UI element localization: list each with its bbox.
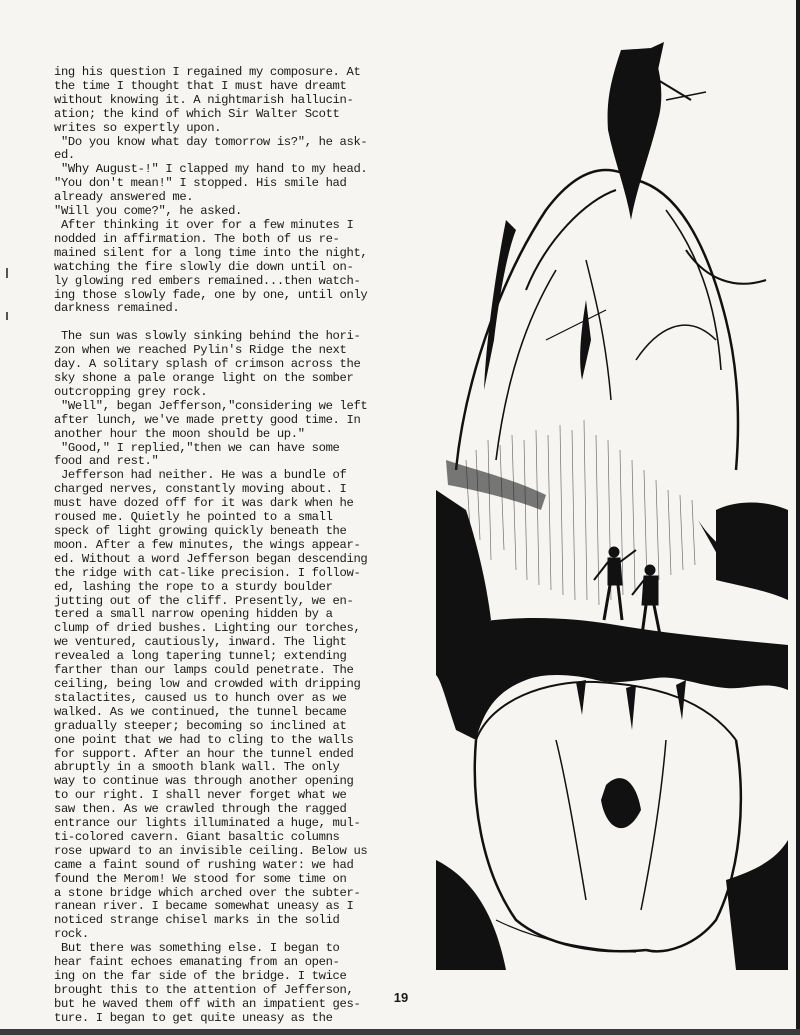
text-line: abruptly in a smooth blank wall. The only: [54, 760, 340, 775]
text-line: for support. After an hour the tunnel ended: [54, 746, 354, 761]
text-line: moon. After a few minutes, the wings appear-: [54, 537, 361, 552]
text-line: mained silent for a long time into the night,: [54, 245, 368, 260]
text-line: outcropping grey rock.: [54, 384, 208, 399]
text-line: noticed strange chisel marks in the solid: [54, 913, 340, 928]
page-edge-bottom: [0, 1029, 800, 1035]
text-line: "Well", began Jefferson,"considering we left: [54, 398, 368, 413]
text-line: one point that we had to cling to the walls: [54, 732, 354, 747]
text-line: walked. As we continued, the tunnel became: [54, 704, 347, 719]
text-line: writes so expertly upon.: [54, 120, 222, 135]
text-line: tered a small narrow opening hidden by a: [54, 607, 333, 622]
text-line: ing on the far side of the bridge. I twice: [54, 969, 347, 983]
text-line: "Do you know what day tomorrow is?", he ask-: [54, 134, 368, 149]
text-line: found the Merom! We stood for some time on: [54, 871, 347, 886]
text-line: after lunch, we've made pretty good time. In: [54, 412, 361, 427]
text-line: entrance our lights illuminated a huge, mul-: [54, 816, 361, 831]
text-line: to our right. I shall never forget what we: [54, 788, 347, 803]
text-line: came a faint sound of rushing water: we had: [54, 857, 354, 872]
text-line: speck of light growing quickly beneath the: [54, 524, 347, 538]
text-line: ation; the kind of which Sir Walter Scott: [54, 106, 340, 121]
text-line: but he waved them off with an impatient ges-: [54, 996, 361, 1011]
text-line: After thinking it over for a few minutes I: [54, 217, 354, 232]
text-line: a stone bridge which arched over the subter-: [54, 885, 361, 900]
text-line: darkness remained.: [54, 301, 180, 316]
text-line: ly glowing red embers remained...then watch-: [54, 273, 361, 288]
text-line: already answered me.: [54, 190, 194, 205]
text-line: ceiling, being low and crowded with dripping: [54, 676, 361, 691]
text-line: But there was something else. I began to: [54, 941, 340, 956]
text-line: ed, lashing the rope to a sturdy boulder: [54, 579, 333, 594]
text-line: farther than our lamps could penetrate. The: [54, 663, 354, 678]
text-line: ed. Without a word Jefferson began descending: [54, 551, 368, 566]
text-line: "Will you come?", he asked.: [54, 204, 243, 219]
page-number: 19: [393, 990, 409, 1005]
text-line: zon when we reached Pylin's Ridge the next: [54, 343, 347, 358]
text-line: The sun was slowly sinking behind the hori-: [54, 329, 361, 344]
text-line: Jefferson had neither. He was a bundle of: [54, 468, 347, 483]
text-line: day. A solitary splash of crimson across the: [54, 357, 361, 372]
text-line: "Good," I replied,"then we can have some: [54, 440, 340, 455]
text-line: clump of dried bushes. Lighting our torches,: [54, 621, 361, 636]
text-line: saw then. As we crawled through the ragged: [54, 802, 347, 817]
cavern-illustration: [436, 40, 788, 990]
margin-mark: [6, 312, 8, 320]
text-line: jutting out of the cliff. Presently, we en-: [54, 593, 354, 608]
text-line: the ridge with cat-like precision. I follow-: [54, 565, 361, 580]
text-line: ti-colored cavern. Giant basaltic columns: [54, 829, 340, 844]
page-edge: [796, 0, 800, 1035]
text-line: "You don't mean!" I stopped. His smile had: [54, 176, 347, 191]
text-line: sky shone a pale orange light on the somber: [54, 371, 354, 386]
story-text-column: [54, 66, 414, 1026]
text-line: food and rest.": [54, 454, 159, 469]
text-line: another hour the moon should be up.": [54, 426, 305, 441]
text-line: watching the fire slowly die down until on-: [54, 259, 354, 274]
text-line: rose upward to an invisible ceiling. Below us: [54, 843, 368, 858]
paragraph-2: [54, 330, 414, 1025]
text-line: gradually steeper; becoming so inclined at: [54, 718, 347, 733]
text-line: revealed a long tapering tunnel; extending: [54, 649, 347, 664]
paragraph-1: [54, 66, 414, 316]
text-line: nodded in affirmation. The both of us re-: [54, 231, 340, 246]
text-line: roused me. Quietly he pointed to a small: [54, 510, 333, 525]
text-line: hear faint echoes emanating from an open-: [54, 955, 340, 970]
text-line: ture. I began to get quite uneasy as the: [54, 1010, 333, 1025]
text-line: ed.: [54, 148, 75, 163]
text-line: ing his question I regained my composure. At: [54, 65, 361, 79]
paragraph-gap: [54, 316, 414, 330]
text-line: must have dozed off for it was dark when he: [54, 496, 354, 511]
text-line: ranean river. I became somewhat uneasy as I: [54, 899, 354, 914]
text-line: the time I thought that I must have dreamt: [54, 78, 347, 93]
text-line: brought this to the attention of Jefferson,: [54, 982, 354, 997]
text-line: without knowing it. A nightmarish hallucin-: [54, 92, 354, 107]
text-line: we ventured, cautiously, inward. The light: [54, 635, 347, 650]
text-line: ing those slowly fade, one by one, until only: [54, 287, 368, 302]
text-line: rock.: [54, 927, 89, 942]
text-line: way to continue was through another opening: [54, 774, 354, 789]
text-line: stalactites, caused us to hunch over as we: [54, 690, 347, 705]
margin-mark: [6, 268, 8, 278]
text-line: charged nerves, constantly moving about. I: [54, 482, 347, 497]
text-line: "Why August-!" I clapped my hand to my head.: [54, 162, 368, 177]
